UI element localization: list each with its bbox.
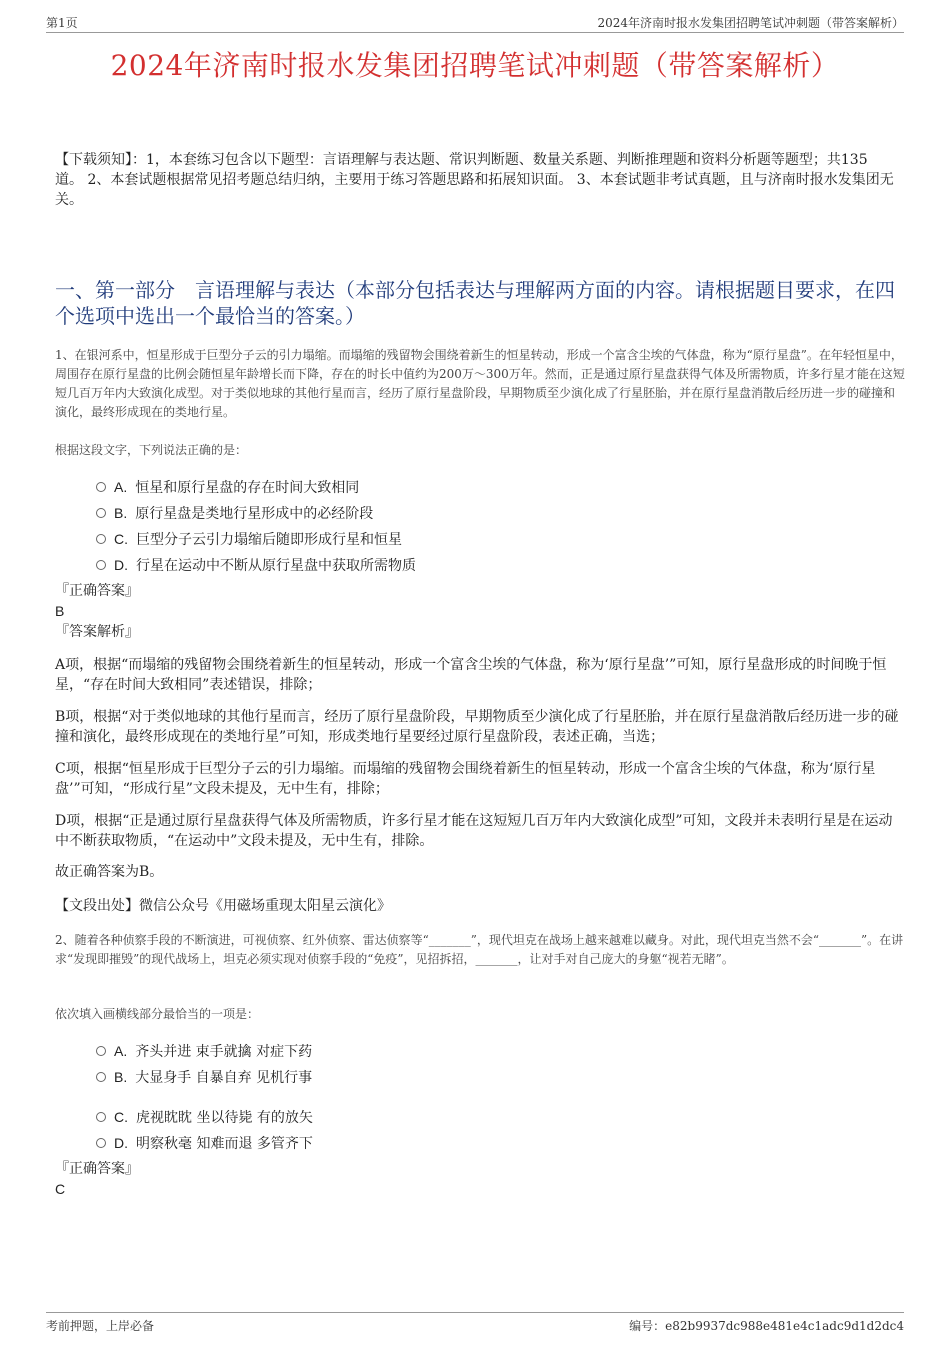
download-notice: 【下载须知】：1，本套练习包含以下题型：言语理解与表达题、常识判断题、数量关系题、判断推理题和资料分析题等题型；共135道。 2、本套试题根据常见招考题总结归纳，主要用于练习答题思路和拓展知识面。 3、本套试题非考试真题，且与济南时报水发集团无关。 bbox=[55, 152, 894, 208]
answer-label-2: 『正确答案』 bbox=[55, 1161, 139, 1177]
radio-icon[interactable] bbox=[96, 1046, 106, 1056]
analysis-d: D项，根据“正是通过原行星盘获得气体及所需物质，许多行星才能在这短短几百万年内大致演化成型”可知，文段并未表明行星是在运动中不断获取物质，“在运动中”文段未提及，无中生有，排除。 bbox=[55, 813, 893, 849]
page-number: 第1页 bbox=[46, 16, 78, 30]
footer-slogan: 考前押题，上岸必备 bbox=[46, 1319, 155, 1333]
analysis-b: B项，根据“对于类似地球的其他行星而言，经历了原行星盘阶段，早期物质至少演化成了行星胚胎，并在原行星盘消散后经历进一步的碰撞和演化，最终形成现在的类地行星”可知，形成类地行星要经过原行星盘阶段，表述正确，当选； bbox=[55, 709, 899, 745]
section-title: 一、第一部分 言语理解与表达（本部分包括表达与理解两方面的内容。请根据题目要求，在四个选项中选出一个最恰当的答案。） bbox=[55, 278, 895, 328]
question-1-text: 1、在银河系中，恒星形成于巨型分子云的引力塌缩。而塌缩的残留物会围绕着新生的恒星转动，形成一个富含尘埃的气体盘，称为“原行星盘”。在年轻恒星中，周围存在原行星盘的比例会随恒星年龄增长而下降，存在的时长中值约为200万～300万年。然而，正是通过原行星盘获得气体及所需物质，许多行星才能在这短短几百万年内大致演化成型。对于类似地球的其他行星而言，经历了原行星盘阶段，早期物质至少演化成了行星胚胎，并在原行星盘消散后经历进一步的碰撞和演化，最终形成现在的类地行星。 bbox=[55, 348, 905, 419]
question-2-prompt: 依次填入画横线部分最恰当的一项是： bbox=[55, 1007, 260, 1021]
option-b[interactable]: B. 原行星盘是类地行星形成中的必经阶段 bbox=[96, 503, 373, 523]
radio-icon[interactable] bbox=[96, 1072, 106, 1082]
analysis-c: C项，根据“恒星形成于巨型分子云的引力塌缩。而塌缩的残留物会围绕着新生的恒星转动，形成一个富含尘埃的气体盘，称为‘原行星盘’”可知，“形成行星”文段未提及，无中生有，排除； bbox=[55, 761, 876, 797]
radio-icon[interactable] bbox=[96, 1138, 106, 1148]
analysis-a: A项，根据“而塌缩的残留物会围绕着新生的恒星转动，形成一个富含尘埃的气体盘，称为‘原行星盘’”可知，原行星盘形成的时间晚于恒星，“存在时间大致相同”表述错误，排除； bbox=[55, 657, 887, 693]
conclusion: 故正确答案为B。 bbox=[55, 864, 164, 880]
answer-value: B bbox=[55, 603, 65, 619]
page-footer bbox=[46, 1312, 904, 1333]
footer-doc-id: 编号：e82b9937dc988e481e4c1adc9d1d2dc4 bbox=[629, 1319, 904, 1333]
answer-value-2: C bbox=[55, 1181, 66, 1197]
radio-icon[interactable] bbox=[96, 534, 106, 544]
document-title: 2024年济南时报水发集团招聘笔试冲刺题（带答案解析） bbox=[110, 49, 840, 82]
radio-icon[interactable] bbox=[96, 560, 106, 570]
option-c[interactable]: C. 巨型分子云引力塌缩后随即形成行星和恒星 bbox=[96, 529, 402, 549]
question-1-prompt: 根据这段文字，下列说法正确的是： bbox=[55, 443, 248, 457]
radio-icon[interactable] bbox=[96, 482, 106, 492]
page-header bbox=[46, 14, 904, 33]
option-b[interactable]: B. 大显身手 自暴自弃 见机行事 bbox=[96, 1067, 312, 1087]
option-a[interactable]: A. 齐头并进 束手就擒 对症下药 bbox=[96, 1041, 312, 1061]
answer-label: 『正确答案』 bbox=[55, 583, 139, 599]
option-d[interactable]: D. 行星在运动中不断从原行星盘中获取所需物质 bbox=[96, 555, 416, 575]
radio-icon[interactable] bbox=[96, 1112, 106, 1122]
question-2-text: 2、随着各种侦察手段的不断演进，可视侦察、红外侦察、雷达侦察等“_______”，现代坦克在战场上越来越难以藏身。对此，现代坦克当然不会“_______”。在讲求“发现即摧毁”的现代战场上，坦克必须实现对侦察手段的“免疫”，见招拆招，_______，让对手对自己庞大的身躯“视若无睹”。 bbox=[55, 933, 904, 966]
radio-icon[interactable] bbox=[96, 508, 106, 518]
source: 【文段出处】微信公众号《用磁场重现太阳星云演化》 bbox=[55, 898, 391, 914]
option-d[interactable]: D. 明察秋毫 知难而退 多管齐下 bbox=[96, 1133, 313, 1153]
header-doc-title: 2024年济南时报水发集团招聘笔试冲刺题（带答案解析） bbox=[597, 16, 904, 30]
option-a[interactable]: A. 恒星和原行星盘的存在时间大致相同 bbox=[96, 477, 359, 497]
option-c[interactable]: C. 虎视眈眈 坐以待毙 有的放矢 bbox=[96, 1107, 313, 1127]
analysis-label: 『答案解析』 bbox=[55, 624, 139, 640]
